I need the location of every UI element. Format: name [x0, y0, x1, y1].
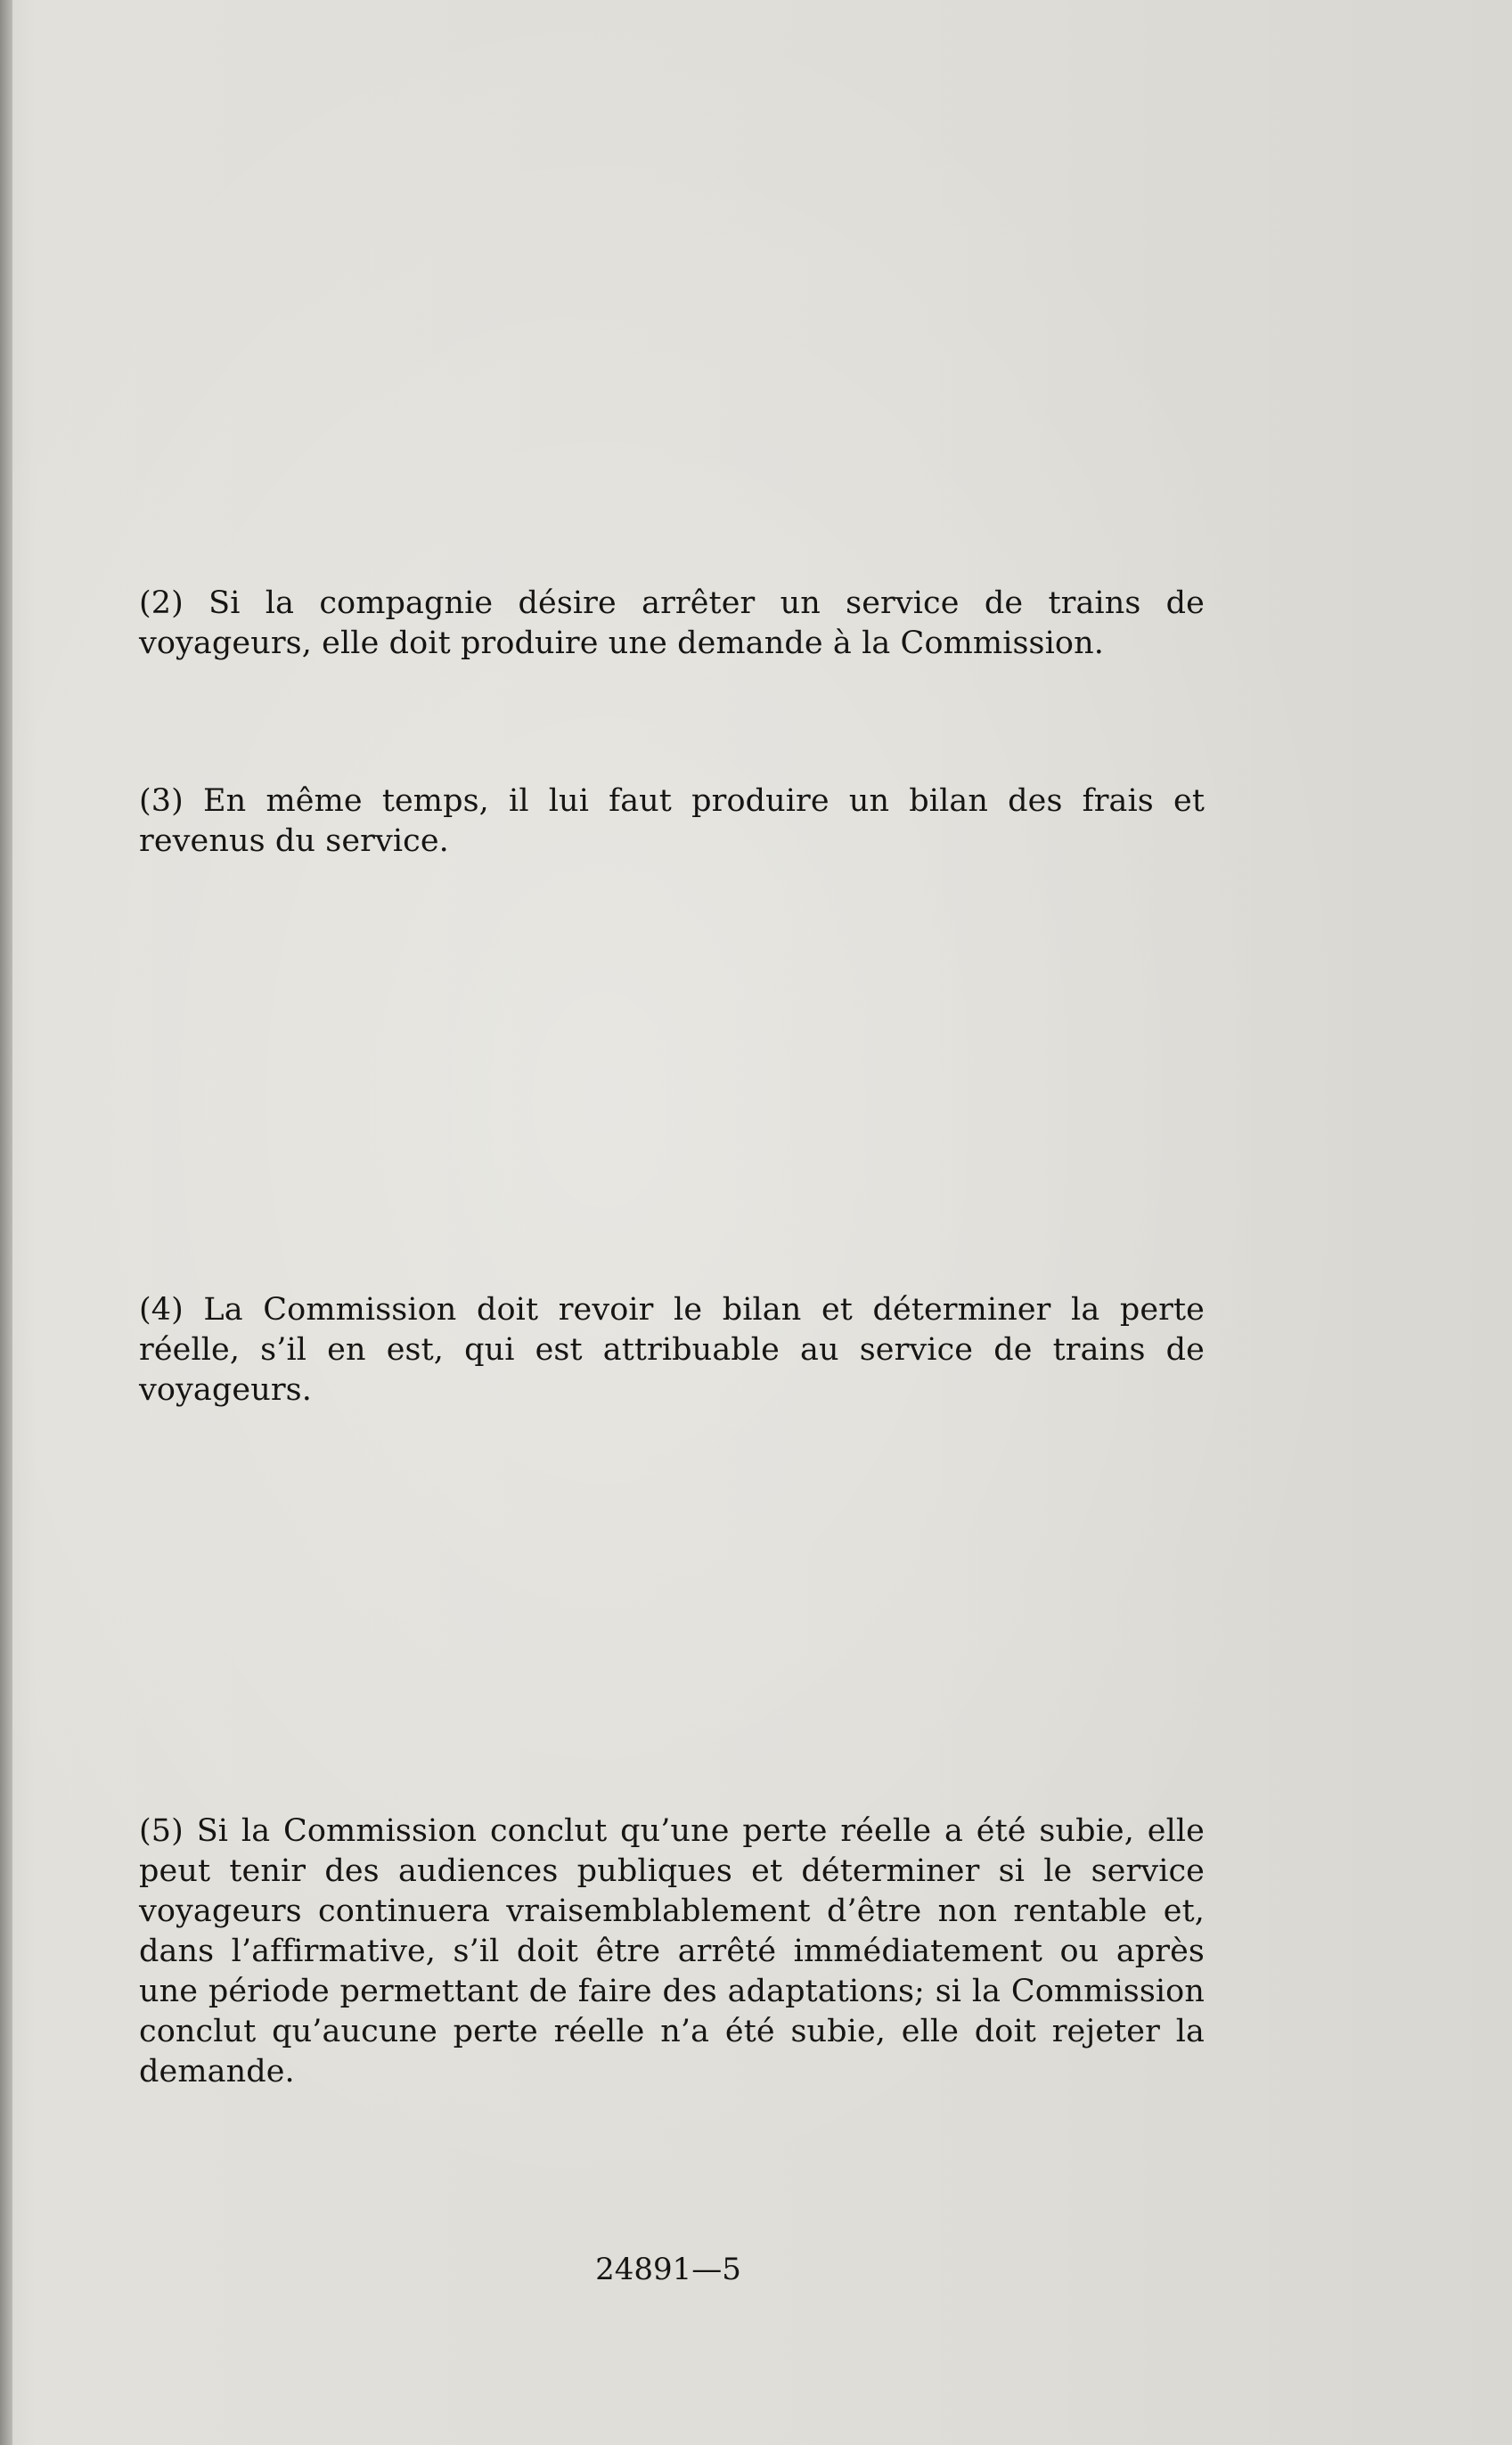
- page-folio: 24891—5: [595, 2252, 741, 2287]
- page-spine: [0, 0, 12, 2445]
- paragraph-5: (5) Si la Commission conclut qu’une perte réelle a été subie, elle peut tenir des audiences publiques et déterminer si le service voyageurs continuera vraisemblablement d’être non rentable et, dans l’affirmative, s’il doit être arrêté immédiatement ou après une période permettant de faire des adaptations; si la Commission conclut qu’aucune perte réelle n’a été subie, elle doit rejeter la demande.: [139, 1813, 1205, 2089]
- paragraph-2: (2) Si la compagnie désire arrêter un service de trains de voyageurs, elle doit produire une demande à la Commission.: [139, 585, 1205, 661]
- paragraph-3: (3) En même temps, il lui faut produire un bilan des frais et revenus du service.: [139, 783, 1205, 859]
- paragraph-4: (4) La Commission doit revoir le bilan et déterminer la perte réelle, s’il en est, qui est attribuable au service de trains de voyageurs.: [139, 1292, 1205, 1408]
